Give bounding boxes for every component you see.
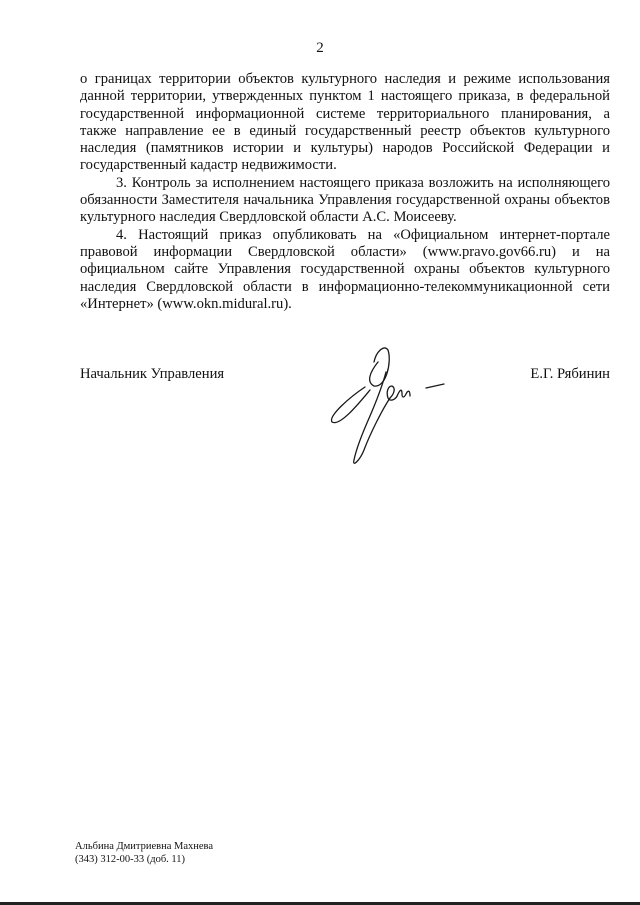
- paragraph-4: 4. Настоящий приказ опубликовать на «Официальном интернет-портале правовой информации Свердловской области» (www.pravo.gov66.ru) и на официальном сайте Управления государственной охраны объектов культурного наследия Свердловской области в информационно-телекоммуникационной сети «Интернет» (www.okn.midural.ru).: [80, 226, 610, 312]
- handwritten-signature: [330, 342, 460, 470]
- signatory-title: Начальник Управления: [80, 366, 225, 382]
- executor-footer: [75, 840, 213, 866]
- executor-phone: (343) 312-00-33 (доб. 11): [75, 854, 186, 865]
- paragraph-continuation: о границах территории объектов культурного наследия и режиме использования данной территории, утвержденных пунктом 1 настоящего приказа, в федеральной государственной информационной системе территориального планирования, а также направление ее в единый государственный реестр объектов культурного наследия (памятников истории и культуры) народов Российской Федерации и государственный кадастр недвижимости.: [80, 71, 610, 174]
- paragraph-3: 3. Контроль за исполнением настоящего приказа возложить на исполняющего обязанности Заместителя начальника Управления государственной охраны объектов культурного наследия Свердловской области А.С. Моисееву.: [80, 174, 610, 226]
- page-number: 2: [316, 40, 324, 56]
- executor-name: Альбина Дмитриевна Махнева: [75, 841, 214, 852]
- document-body: [80, 71, 610, 313]
- signatory-name: Е.Г. Рябинин: [530, 366, 610, 382]
